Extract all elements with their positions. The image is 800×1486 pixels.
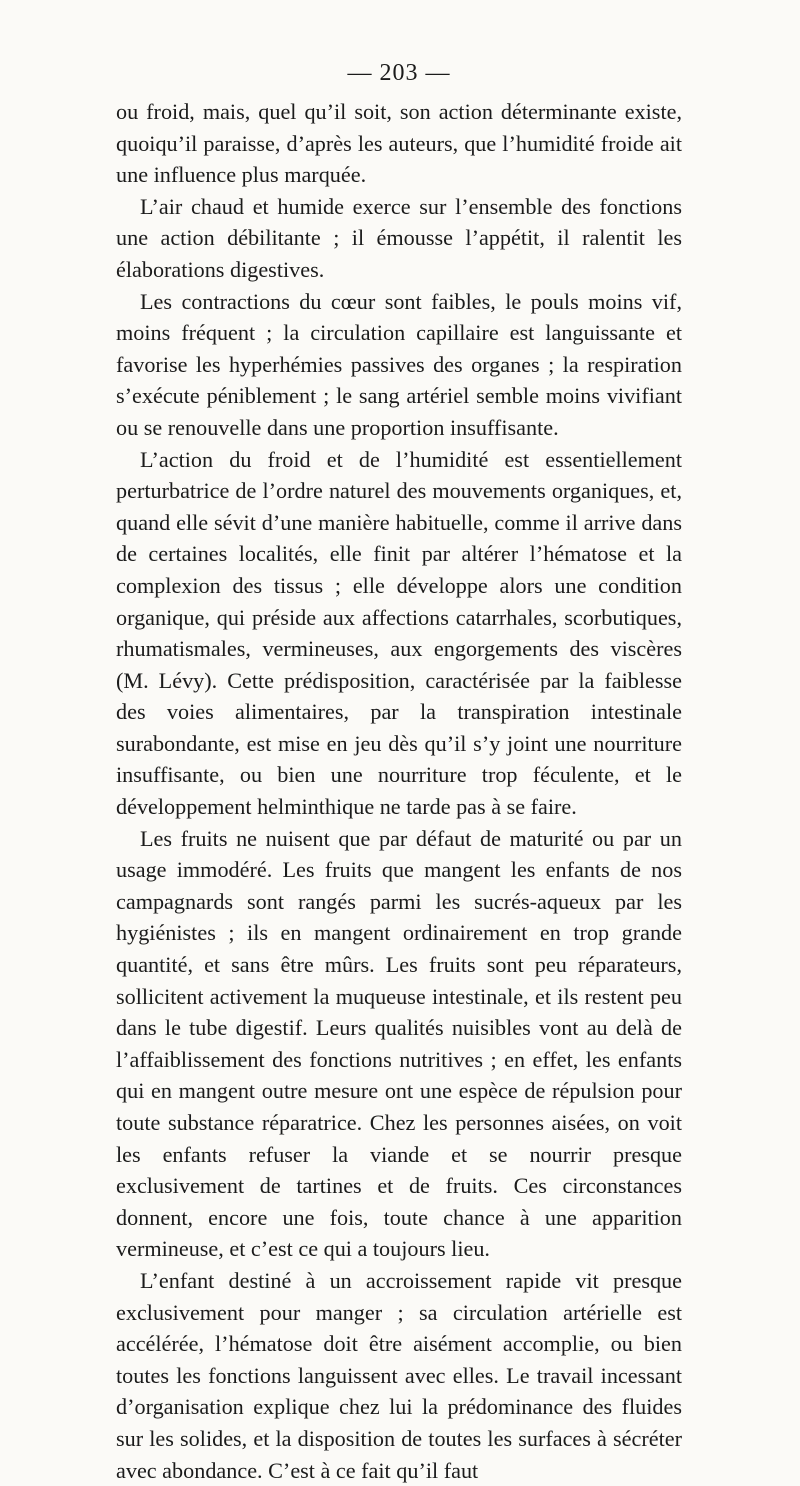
paragraph-4: L’action du froid et de l’humidité est essentiellement perturbatrice de l’ordre naturel des mouvements organiques, et, quand elle sévit d’une manière habituelle, comme il arrive dans de certaines localités, elle finit par altérer l’hématose et la complexion des tissus ; elle développe alors une condition organique, qui préside aux affections catarrhales, scorbutiques, rhumatismales, vermineuses, aux engorgements des viscères (M. Lévy). Cette prédisposition, caractérisée par la faiblesse des voies alimentaires, par la transpiration intestinale surabondante, est mise en jeu dès qu’il s’y joint une nourriture insuffisante, ou bien une nourriture trop féculente, et le développement helminthique ne tarde pas à se faire. <box>116 446 682 820</box>
document-page <box>116 58 682 1486</box>
paragraph-5: Les fruits ne nuisent que par défaut de maturité ou par un usage immodéré. Les fruits que mangent les enfants de nos campagnards sont rangés parmi les sucrés-aqueux par les hygiénistes ; ils en mangent ordinairement en trop grande quantité, et sans être mûrs. Les fruits sont peu réparateurs, sollicitent activement la muqueuse intestinale, et ils restent peu dans le tube digestif. Leurs qualités nuisibles vont au delà de l’affaiblissement des fonctions nutritives ; en effet, les enfants qui en mangent outre mesure ont une espèce de répulsion pour toute substance réparatrice. Chez les personnes aisées, on voit les enfants refuser la viande et se nourrir presque exclusivement de tartines et de fruits. Ces circonstances donnent, encore une fois, toute chance à une apparition vermineuse, et c’est ce qui a toujours lieu. <box>116 825 682 1262</box>
paragraph-6: L’enfant destiné à un accroissement rapide vit presque exclusivement pour manger ; sa circulation artérielle est accélérée, l’hématose doit être aisément accomplie, ou bien toutes les fonctions languissent avec elles. Le travail incessant d’organisation explique chez lui la prédominance des fluides sur les solides, et la disposition de toutes les surfaces à sécréter avec abondance. C’est à ce fait qu’il faut <box>116 1267 682 1483</box>
paragraph-2: L’air chaud et humide exerce sur l’ensemble des fonctions une action débilitante ; il émousse l’appétit, il ralentit les élaborations digestives. <box>116 193 682 282</box>
paragraph-3: Les contractions du cœur sont faibles, le pouls moins vif, moins fréquent ; la circulation capillaire est languissante et favorise les hyperhémies passives des organes ; la respiration s’exécute péniblement ; le sang artériel semble moins vivifiant ou se renouvelle dans une proportion insuffisante. <box>116 288 682 440</box>
page-number: — 203 — <box>347 60 451 86</box>
paragraph-1: ou froid, mais, quel qu’il soit, son action déterminante existe, quoiqu’il paraisse, d’après les auteurs, que l’humidité froide ait une influence plus marquée. <box>116 99 682 188</box>
